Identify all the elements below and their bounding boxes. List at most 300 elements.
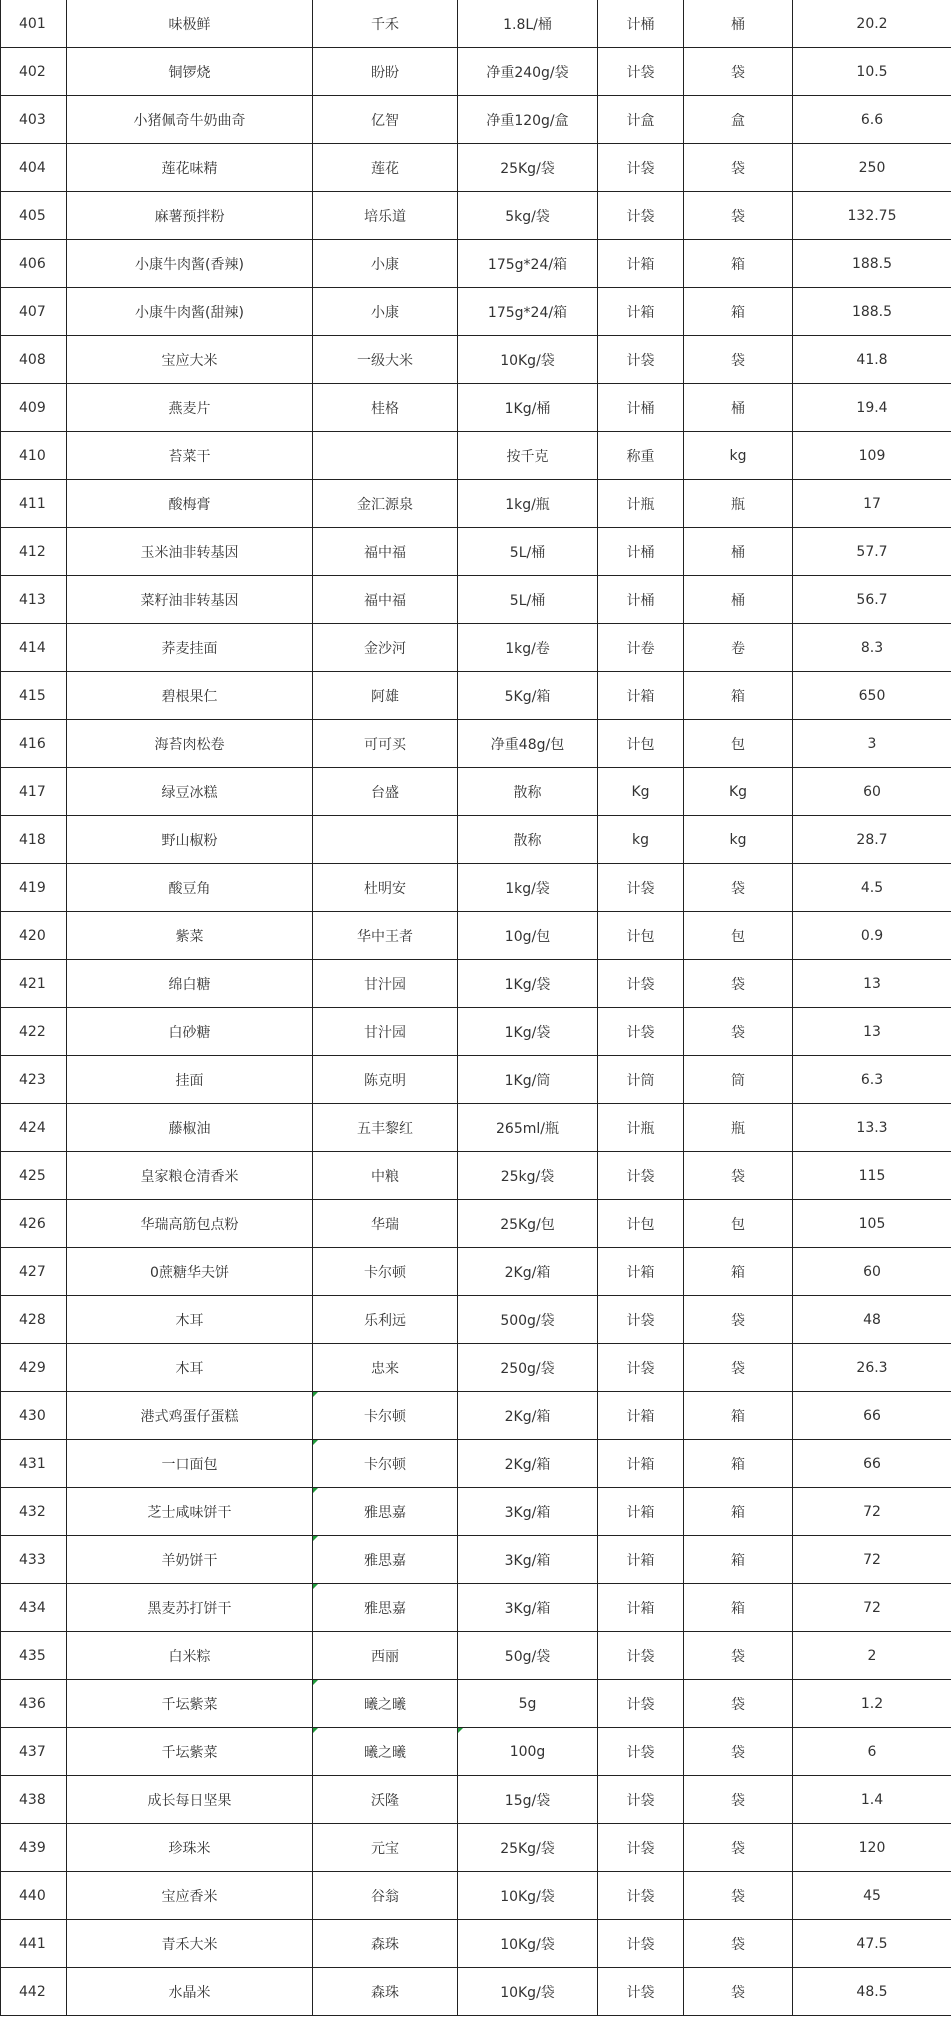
cell-item-number: 422 (1, 1008, 67, 1056)
cell-specification: 10g/包 (458, 912, 598, 960)
cell-specification: 散称 (458, 816, 598, 864)
cell-item-number: 411 (1, 480, 67, 528)
cell-product-name: 千坛紫菜 (67, 1728, 313, 1776)
cell-item-number: 423 (1, 1056, 67, 1104)
cell-pricing-method: 计桶 (598, 0, 684, 48)
cell-unit: 袋 (684, 960, 793, 1008)
cell-unit: 箱 (684, 288, 793, 336)
cell-brand: 陈克明 (313, 1056, 458, 1104)
cell-item-number: 436 (1, 1680, 67, 1728)
table-row (1, 1728, 951, 1776)
cell-brand: 曦之曦 (313, 1680, 458, 1728)
cell-brand: 小康 (313, 240, 458, 288)
cell-brand: 甘汁园 (313, 1008, 458, 1056)
cell-unit: 箱 (684, 240, 793, 288)
cell-item-number: 410 (1, 432, 67, 480)
cell-item-number: 425 (1, 1152, 67, 1200)
cell-product-name: 味极鲜 (67, 0, 313, 48)
cell-product-name: 木耳 (67, 1344, 313, 1392)
cell-brand: 小康 (313, 288, 458, 336)
cell-product-name: 酸梅膏 (67, 480, 313, 528)
cell-unit: 袋 (684, 1008, 793, 1056)
cell-specification: 净重120g/盒 (458, 96, 598, 144)
cell-pricing-method: 计桶 (598, 384, 684, 432)
cell-pricing-method: 计袋 (598, 1728, 684, 1776)
cell-item-number: 435 (1, 1632, 67, 1680)
cell-unit: 箱 (684, 1536, 793, 1584)
cell-brand: 卡尔顿 (313, 1440, 458, 1488)
cell-price: 17 (793, 480, 951, 528)
cell-specification: 5kg/袋 (458, 192, 598, 240)
cell-price: 250 (793, 144, 951, 192)
cell-unit: Kg (684, 768, 793, 816)
cell-item-number: 442 (1, 1968, 67, 2016)
table-row (1, 1632, 951, 1680)
cell-unit: 袋 (684, 1776, 793, 1824)
cell-brand: 谷翁 (313, 1872, 458, 1920)
cell-price: 120 (793, 1824, 951, 1872)
cell-price: 4.5 (793, 864, 951, 912)
table-row (1, 1776, 951, 1824)
cell-price: 10.5 (793, 48, 951, 96)
cell-pricing-method: 计袋 (598, 336, 684, 384)
cell-brand: 盼盼 (313, 48, 458, 96)
cell-product-name: 皇家粮仓清香米 (67, 1152, 313, 1200)
table-row (1, 480, 951, 528)
cell-unit: 筒 (684, 1056, 793, 1104)
table-body (1, 0, 951, 2016)
cell-specification: 265ml/瓶 (458, 1104, 598, 1152)
cell-pricing-method: 计袋 (598, 1344, 684, 1392)
cell-specification: 5Kg/箱 (458, 672, 598, 720)
cell-item-number: 413 (1, 576, 67, 624)
cell-product-name: 挂面 (67, 1056, 313, 1104)
cell-item-number: 429 (1, 1344, 67, 1392)
cell-price: 132.75 (793, 192, 951, 240)
cell-specification: 500g/袋 (458, 1296, 598, 1344)
cell-price: 13 (793, 1008, 951, 1056)
cell-specification: 1Kg/筒 (458, 1056, 598, 1104)
table-row (1, 240, 951, 288)
cell-brand: 一级大米 (313, 336, 458, 384)
cell-price: 48 (793, 1296, 951, 1344)
cell-product-name: 苔菜干 (67, 432, 313, 480)
cell-brand: 杜明安 (313, 864, 458, 912)
cell-specification: 10Kg/袋 (458, 1920, 598, 1968)
cell-price: 45 (793, 1872, 951, 1920)
cell-brand: 雅思嘉 (313, 1488, 458, 1536)
cell-specification: 按千克 (458, 432, 598, 480)
table-row (1, 1824, 951, 1872)
cell-pricing-method: 计包 (598, 1200, 684, 1248)
cell-product-name: 港式鸡蛋仔蛋糕 (67, 1392, 313, 1440)
cell-price: 72 (793, 1584, 951, 1632)
table-row (1, 1584, 951, 1632)
cell-unit: 桶 (684, 0, 793, 48)
cell-specification: 净重48g/包 (458, 720, 598, 768)
cell-unit: 袋 (684, 864, 793, 912)
cell-specification: 25kg/袋 (458, 1152, 598, 1200)
cell-price: 60 (793, 1248, 951, 1296)
cell-product-name: 麻薯预拌粉 (67, 192, 313, 240)
cell-item-number: 439 (1, 1824, 67, 1872)
cell-product-name: 0蔗糖华夫饼 (67, 1248, 313, 1296)
cell-unit: 箱 (684, 1248, 793, 1296)
cell-brand: 森珠 (313, 1920, 458, 1968)
cell-unit: 包 (684, 912, 793, 960)
cell-product-name: 菜籽油非转基因 (67, 576, 313, 624)
cell-price: 188.5 (793, 288, 951, 336)
table-row (1, 0, 951, 48)
cell-specification: 50g/袋 (458, 1632, 598, 1680)
cell-pricing-method: 计包 (598, 720, 684, 768)
cell-product-name: 白米粽 (67, 1632, 313, 1680)
cell-specification: 1kg/卷 (458, 624, 598, 672)
cell-pricing-method: 计箱 (598, 672, 684, 720)
cell-brand: 千禾 (313, 0, 458, 48)
table-row (1, 1872, 951, 1920)
table-row (1, 864, 951, 912)
cell-price: 13 (793, 960, 951, 1008)
cell-pricing-method: 计袋 (598, 1920, 684, 1968)
cell-specification: 1kg/袋 (458, 864, 598, 912)
table-row (1, 1152, 951, 1200)
cell-pricing-method: 计袋 (598, 1968, 684, 2016)
cell-item-number: 409 (1, 384, 67, 432)
cell-price: 48.5 (793, 1968, 951, 2016)
cell-pricing-method: 计箱 (598, 1392, 684, 1440)
cell-product-name: 芝士咸味饼干 (67, 1488, 313, 1536)
cell-brand: 金汇源泉 (313, 480, 458, 528)
cell-specification: 1kg/瓶 (458, 480, 598, 528)
cell-product-name: 羊奶饼干 (67, 1536, 313, 1584)
cell-specification: 3Kg/箱 (458, 1488, 598, 1536)
cell-item-number: 417 (1, 768, 67, 816)
cell-pricing-method: 计筒 (598, 1056, 684, 1104)
cell-unit: 袋 (684, 1344, 793, 1392)
cell-pricing-method: 计箱 (598, 1488, 684, 1536)
cell-unit: 桶 (684, 576, 793, 624)
cell-price: 41.8 (793, 336, 951, 384)
cell-brand: 莲花 (313, 144, 458, 192)
table-row (1, 1296, 951, 1344)
cell-specification: 250g/袋 (458, 1344, 598, 1392)
cell-pricing-method: 计袋 (598, 144, 684, 192)
cell-item-number: 433 (1, 1536, 67, 1584)
cell-unit: 包 (684, 1200, 793, 1248)
cell-price: 6 (793, 1728, 951, 1776)
cell-item-number: 403 (1, 96, 67, 144)
cell-unit: 桶 (684, 528, 793, 576)
cell-item-number: 401 (1, 0, 67, 48)
cell-item-number: 428 (1, 1296, 67, 1344)
cell-item-number: 405 (1, 192, 67, 240)
cell-brand: 雅思嘉 (313, 1536, 458, 1584)
cell-specification: 3Kg/箱 (458, 1584, 598, 1632)
cell-product-name: 水晶米 (67, 1968, 313, 2016)
cell-price: 8.3 (793, 624, 951, 672)
cell-item-number: 415 (1, 672, 67, 720)
cell-pricing-method: 计箱 (598, 1536, 684, 1584)
cell-brand: 桂格 (313, 384, 458, 432)
cell-pricing-method: 计袋 (598, 1824, 684, 1872)
cell-price: 19.4 (793, 384, 951, 432)
cell-item-number: 404 (1, 144, 67, 192)
cell-item-number: 432 (1, 1488, 67, 1536)
cell-item-number: 441 (1, 1920, 67, 1968)
cell-unit: 桶 (684, 384, 793, 432)
cell-price: 13.3 (793, 1104, 951, 1152)
cell-price: 105 (793, 1200, 951, 1248)
table-row (1, 816, 951, 864)
cell-item-number: 434 (1, 1584, 67, 1632)
cell-pricing-method: 计袋 (598, 1872, 684, 1920)
cell-product-name: 碧根果仁 (67, 672, 313, 720)
cell-unit: 袋 (684, 48, 793, 96)
cell-brand: 西丽 (313, 1632, 458, 1680)
cell-item-number: 430 (1, 1392, 67, 1440)
table-row (1, 1968, 951, 2016)
cell-brand: 甘汁园 (313, 960, 458, 1008)
cell-unit: 袋 (684, 1152, 793, 1200)
cell-price: 26.3 (793, 1344, 951, 1392)
cell-unit: kg (684, 816, 793, 864)
cell-brand: 忠来 (313, 1344, 458, 1392)
cell-product-name: 黑麦苏打饼干 (67, 1584, 313, 1632)
cell-pricing-method: 计袋 (598, 1008, 684, 1056)
table-row (1, 528, 951, 576)
table-row (1, 1440, 951, 1488)
cell-item-number: 421 (1, 960, 67, 1008)
cell-specification: 15g/袋 (458, 1776, 598, 1824)
cell-pricing-method: 计瓶 (598, 480, 684, 528)
table-row (1, 576, 951, 624)
cell-price: 1.2 (793, 1680, 951, 1728)
cell-pricing-method: 计袋 (598, 1632, 684, 1680)
cell-brand: 培乐道 (313, 192, 458, 240)
cell-unit: 袋 (684, 1824, 793, 1872)
table-row (1, 96, 951, 144)
cell-unit: 袋 (684, 144, 793, 192)
table-row (1, 432, 951, 480)
cell-brand: 五丰黎红 (313, 1104, 458, 1152)
cell-item-number: 424 (1, 1104, 67, 1152)
cell-specification: 25Kg/包 (458, 1200, 598, 1248)
cell-price: 650 (793, 672, 951, 720)
cell-unit: 袋 (684, 336, 793, 384)
cell-brand: 可可买 (313, 720, 458, 768)
cell-price: 0.9 (793, 912, 951, 960)
cell-item-number: 437 (1, 1728, 67, 1776)
cell-pricing-method: 计箱 (598, 288, 684, 336)
cell-price: 66 (793, 1440, 951, 1488)
cell-specification: 1Kg/袋 (458, 1008, 598, 1056)
cell-price: 188.5 (793, 240, 951, 288)
cell-item-number: 416 (1, 720, 67, 768)
cell-product-name: 荞麦挂面 (67, 624, 313, 672)
cell-price: 56.7 (793, 576, 951, 624)
cell-pricing-method: 计袋 (598, 864, 684, 912)
cell-product-name: 千坛紫菜 (67, 1680, 313, 1728)
table-row (1, 1680, 951, 1728)
cell-unit: 袋 (684, 1632, 793, 1680)
cell-unit: 袋 (684, 1872, 793, 1920)
cell-brand: 金沙河 (313, 624, 458, 672)
cell-pricing-method: 计袋 (598, 960, 684, 1008)
cell-brand: 沃隆 (313, 1776, 458, 1824)
table-row (1, 1488, 951, 1536)
cell-pricing-method: Kg (598, 768, 684, 816)
cell-product-name: 绵白糖 (67, 960, 313, 1008)
cell-specification: 净重240g/袋 (458, 48, 598, 96)
cell-brand: 阿雄 (313, 672, 458, 720)
cell-price: 72 (793, 1488, 951, 1536)
cell-brand: 华瑞 (313, 1200, 458, 1248)
cell-unit: 卷 (684, 624, 793, 672)
cell-pricing-method: 计箱 (598, 1584, 684, 1632)
cell-unit: 袋 (684, 192, 793, 240)
cell-brand (313, 432, 458, 480)
table-row (1, 912, 951, 960)
cell-product-name: 玉米油非转基因 (67, 528, 313, 576)
cell-unit: 箱 (684, 1488, 793, 1536)
cell-product-name: 紫菜 (67, 912, 313, 960)
cell-specification: 25Kg/袋 (458, 1824, 598, 1872)
cell-product-name: 成长每日坚果 (67, 1776, 313, 1824)
cell-product-name: 白砂糖 (67, 1008, 313, 1056)
cell-pricing-method: 计瓶 (598, 1104, 684, 1152)
cell-item-number: 438 (1, 1776, 67, 1824)
cell-specification: 1Kg/桶 (458, 384, 598, 432)
cell-pricing-method: 计袋 (598, 192, 684, 240)
cell-specification: 3Kg/箱 (458, 1536, 598, 1584)
cell-brand: 卡尔顿 (313, 1392, 458, 1440)
table-row (1, 768, 951, 816)
cell-unit: 箱 (684, 1392, 793, 1440)
table-row (1, 672, 951, 720)
cell-product-name: 酸豆角 (67, 864, 313, 912)
cell-item-number: 418 (1, 816, 67, 864)
cell-specification: 5L/桶 (458, 528, 598, 576)
cell-pricing-method: 称重 (598, 432, 684, 480)
cell-unit: kg (684, 432, 793, 480)
cell-price: 47.5 (793, 1920, 951, 1968)
cell-item-number: 431 (1, 1440, 67, 1488)
cell-brand: 中粮 (313, 1152, 458, 1200)
table-row (1, 624, 951, 672)
cell-specification: 100g (458, 1728, 598, 1776)
cell-unit: 包 (684, 720, 793, 768)
table-row (1, 1920, 951, 1968)
cell-specification: 175g*24/箱 (458, 288, 598, 336)
cell-product-name: 铜锣烧 (67, 48, 313, 96)
table-row (1, 1200, 951, 1248)
cell-price: 3 (793, 720, 951, 768)
cell-unit: 箱 (684, 672, 793, 720)
cell-price: 6.6 (793, 96, 951, 144)
cell-product-name: 青禾大米 (67, 1920, 313, 1968)
table-row (1, 192, 951, 240)
cell-brand: 卡尔顿 (313, 1248, 458, 1296)
table-row (1, 1104, 951, 1152)
table-row (1, 1008, 951, 1056)
cell-pricing-method: 计袋 (598, 48, 684, 96)
cell-brand: 乐利远 (313, 1296, 458, 1344)
cell-item-number: 420 (1, 912, 67, 960)
cell-product-name: 木耳 (67, 1296, 313, 1344)
cell-product-name: 宝应香米 (67, 1872, 313, 1920)
cell-item-number: 414 (1, 624, 67, 672)
cell-unit: 瓶 (684, 1104, 793, 1152)
cell-pricing-method: 计箱 (598, 240, 684, 288)
cell-item-number: 412 (1, 528, 67, 576)
cell-brand: 台盛 (313, 768, 458, 816)
cell-pricing-method: 计卷 (598, 624, 684, 672)
cell-unit: 袋 (684, 1968, 793, 2016)
cell-item-number: 407 (1, 288, 67, 336)
cell-product-name: 华瑞高筋包点粉 (67, 1200, 313, 1248)
cell-product-name: 藤椒油 (67, 1104, 313, 1152)
cell-pricing-method: 计包 (598, 912, 684, 960)
table-row (1, 1536, 951, 1584)
cell-unit: 袋 (684, 1728, 793, 1776)
cell-brand: 雅思嘉 (313, 1584, 458, 1632)
cell-brand: 曦之曦 (313, 1728, 458, 1776)
cell-price: 1.4 (793, 1776, 951, 1824)
cell-specification: 5g (458, 1680, 598, 1728)
cell-brand: 福中福 (313, 576, 458, 624)
cell-product-name: 一口面包 (67, 1440, 313, 1488)
cell-specification: 10Kg/袋 (458, 1872, 598, 1920)
cell-specification: 1Kg/袋 (458, 960, 598, 1008)
cell-price: 28.7 (793, 816, 951, 864)
cell-price: 2 (793, 1632, 951, 1680)
table-row (1, 1248, 951, 1296)
cell-unit: 瓶 (684, 480, 793, 528)
cell-pricing-method: 计袋 (598, 1296, 684, 1344)
cell-specification: 2Kg/箱 (458, 1392, 598, 1440)
cell-price: 72 (793, 1536, 951, 1584)
cell-pricing-method: 计盒 (598, 96, 684, 144)
cell-price: 57.7 (793, 528, 951, 576)
cell-item-number: 419 (1, 864, 67, 912)
cell-pricing-method: 计箱 (598, 1248, 684, 1296)
cell-product-name: 珍珠米 (67, 1824, 313, 1872)
table-row (1, 48, 951, 96)
cell-brand: 亿智 (313, 96, 458, 144)
cell-product-name: 海苔肉松卷 (67, 720, 313, 768)
table-row (1, 720, 951, 768)
cell-brand (313, 816, 458, 864)
cell-pricing-method: kg (598, 816, 684, 864)
cell-product-name: 宝应大米 (67, 336, 313, 384)
cell-unit: 盒 (684, 96, 793, 144)
table-row (1, 144, 951, 192)
cell-item-number: 402 (1, 48, 67, 96)
cell-product-name: 小康牛肉酱(甜辣) (67, 288, 313, 336)
table-row (1, 960, 951, 1008)
cell-pricing-method: 计袋 (598, 1680, 684, 1728)
cell-price: 20.2 (793, 0, 951, 48)
cell-product-name: 绿豆冰糕 (67, 768, 313, 816)
table-row (1, 336, 951, 384)
cell-specification: 10Kg/袋 (458, 1968, 598, 2016)
cell-item-number: 426 (1, 1200, 67, 1248)
cell-price: 115 (793, 1152, 951, 1200)
table-row (1, 384, 951, 432)
table-row (1, 288, 951, 336)
cell-brand: 华中王者 (313, 912, 458, 960)
